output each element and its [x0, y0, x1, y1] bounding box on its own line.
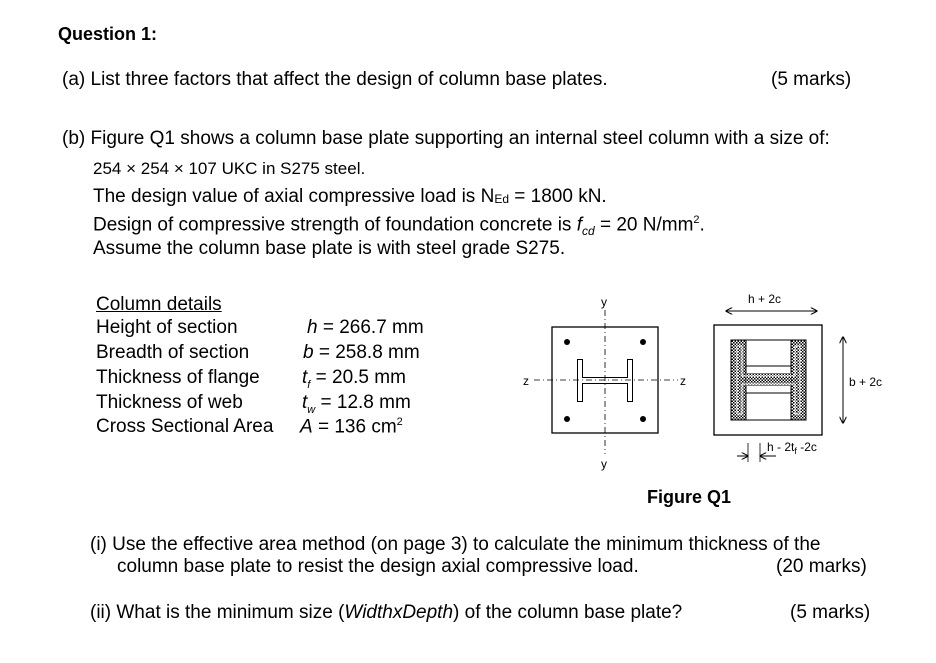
row-value-flange: [302, 367, 406, 391]
symbol-h: h: [307, 317, 318, 338]
dim-top-label: h + 2c: [748, 292, 782, 306]
part-i-line2: column base plate to resist the design axial compressive load.: [117, 556, 639, 577]
part-ii-text: [90, 602, 682, 624]
bolt-dot: [564, 339, 570, 345]
part-b-fcd: [93, 214, 705, 238]
part-i-line1: (i) Use the effective area method (on page 3) to calculate the minimum thickness of the: [90, 534, 821, 555]
row-value-breadth: [303, 342, 420, 364]
row-label-flange: Thickness of flange: [96, 367, 260, 388]
fcd-sub: cd: [581, 224, 595, 239]
symbol-tf: t: [302, 367, 308, 388]
part-ii-suffix: ) of the column base plate?: [453, 602, 683, 623]
row-value-height: [307, 317, 424, 339]
fcd-sup: 2: [693, 214, 700, 226]
fcd-prefix: Design of compressive strength of foundation concrete is: [93, 214, 577, 236]
part-ii-italic: WidthxDepth: [344, 602, 454, 623]
gap-top: [746, 340, 791, 366]
figure-caption: Figure Q1: [647, 487, 732, 507]
plan-view-right: [714, 292, 882, 462]
dim-right-label: b + 2c: [849, 375, 883, 389]
axis-z-right-label: z: [680, 374, 686, 388]
part-b-intro: (b) Figure Q1 shows a column base plate supporting an internal steel column with a size of:: [62, 128, 830, 149]
dim-bottom-label: [767, 440, 817, 456]
symbol-b: b: [303, 342, 314, 363]
fcd-end: .: [699, 214, 705, 236]
bolt-dot: [564, 416, 570, 422]
value-tw: = 12.8 mm: [315, 392, 411, 413]
axis-z-left-label: z: [523, 374, 529, 388]
value-b: = 258.8 mm: [313, 342, 420, 363]
dim-bottom-end: -2c: [796, 440, 817, 454]
value-a: = 136 cm: [312, 416, 397, 438]
fcd-symbol: f: [576, 214, 582, 236]
row-label-height: Height of section: [96, 317, 238, 338]
symbol-tw: t: [302, 392, 308, 413]
plan-view-left: [523, 295, 686, 471]
column-details-heading: Column details: [96, 294, 222, 315]
sup-a: 2: [396, 416, 403, 428]
part-b-load: [93, 186, 607, 208]
fcd-suffix: = 20 N/mm: [594, 214, 694, 236]
value-tf: = 20.5 mm: [310, 367, 406, 388]
row-value-web: [302, 392, 411, 416]
part-ii-prefix: (ii) What is the minimum size (: [90, 602, 345, 623]
row-label-web: Thickness of web: [96, 392, 243, 413]
sub-tw: w: [307, 403, 316, 416]
row-label-area: Cross Sectional Area: [96, 416, 274, 437]
part-i-marks: (20 marks): [776, 556, 867, 577]
row-label-breadth: Breadth of section: [96, 342, 250, 363]
question-title: Question 1:: [58, 24, 158, 44]
value-h: = 266.7 mm: [317, 317, 424, 338]
part-a-text: (a) List three factors that affect the design of column base plates.: [62, 69, 608, 90]
dim-bottom-sub: f: [794, 446, 797, 456]
axis-y-top-label: y: [601, 295, 607, 309]
dim-bottom-main: h - 2t: [767, 440, 795, 454]
part-b-assume: Assume the column base plate is with steel grade S275.: [93, 238, 566, 259]
load-prefix: The design value of axial compressive load is N: [93, 186, 495, 207]
part-b-size: 254 × 254 × 107 UKC in S275 steel.: [93, 159, 366, 178]
axis-y-bottom-label: y: [601, 457, 607, 471]
bolt-dot: [640, 339, 646, 345]
load-suffix: = 1800 kN.: [509, 186, 607, 207]
symbol-a: A: [300, 416, 313, 438]
row-value-area: [300, 416, 403, 438]
gap-bottom: [746, 393, 791, 420]
figure-q1-drawing: [520, 282, 900, 482]
part-a-marks: (5 marks): [771, 69, 852, 90]
part-ii-marks: (5 marks): [790, 602, 871, 623]
sub-tf: f: [307, 378, 311, 391]
load-sub: Ed: [494, 192, 509, 206]
bolt-dot: [640, 416, 646, 422]
